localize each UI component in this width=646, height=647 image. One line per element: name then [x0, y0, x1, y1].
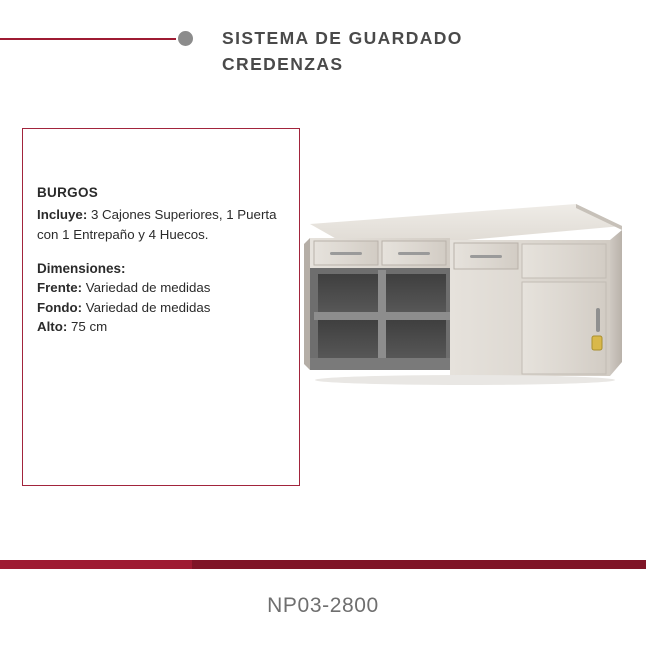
page-header [0, 0, 646, 96]
product-image [300, 196, 626, 402]
bullet-dot-icon [178, 31, 193, 46]
dimension-row-alto [37, 317, 285, 337]
includes-label: Incluye: [37, 207, 88, 222]
cubby-4 [386, 320, 446, 358]
dimension-row-fondo [37, 298, 285, 318]
dimension-row-frente [37, 278, 285, 298]
dimension-label-frente: Frente: [37, 280, 83, 295]
dimension-value-alto: 75 cm [67, 319, 108, 334]
includes-text: 3 Cajones Superiores, 1 Puerta con 1 Entrepaño y 4 Huecos. [37, 207, 277, 242]
drawer-handle-1-icon [330, 252, 362, 255]
product-info-content [37, 185, 285, 337]
right-side-panel [610, 230, 622, 376]
cubby-2 [386, 274, 446, 312]
left-base [310, 358, 450, 370]
product-info-card [22, 128, 300, 486]
footer-bar-right [192, 560, 646, 569]
dimensions-title: Dimensiones: [37, 261, 126, 276]
door-handle-icon [596, 308, 600, 332]
page-title [222, 25, 622, 77]
center-divider [378, 270, 386, 362]
credenza-burgos-render [300, 196, 626, 402]
page-title-line2: CREDENZAS [222, 54, 344, 74]
page-title-line1: SISTEMA DE GUARDADO [222, 28, 463, 48]
left-side-panel [304, 238, 310, 370]
product-name: BURGOS [37, 185, 99, 200]
dimension-label-fondo: Fondo: [37, 299, 83, 315]
dimension-value-fondo: Variedad de medidas [82, 299, 211, 315]
cubby-3 [318, 320, 378, 358]
spacer [37, 244, 285, 261]
product-includes [37, 205, 285, 244]
lock-icon [592, 336, 602, 350]
drawer-handle-3-icon [470, 255, 502, 258]
dimension-label-alto: Alto: [37, 319, 68, 334]
header-accent-rule [0, 38, 176, 40]
footer-bar-left [0, 560, 192, 569]
drawer-handle-2-icon [398, 252, 430, 255]
product-code: NP03-2800 [267, 594, 379, 617]
cubby-1 [318, 274, 378, 312]
floor-shadow [315, 375, 615, 385]
upper-panel-right [522, 244, 606, 278]
dimension-value-frente: Variedad de medidas [82, 280, 211, 295]
door-front [522, 282, 606, 374]
